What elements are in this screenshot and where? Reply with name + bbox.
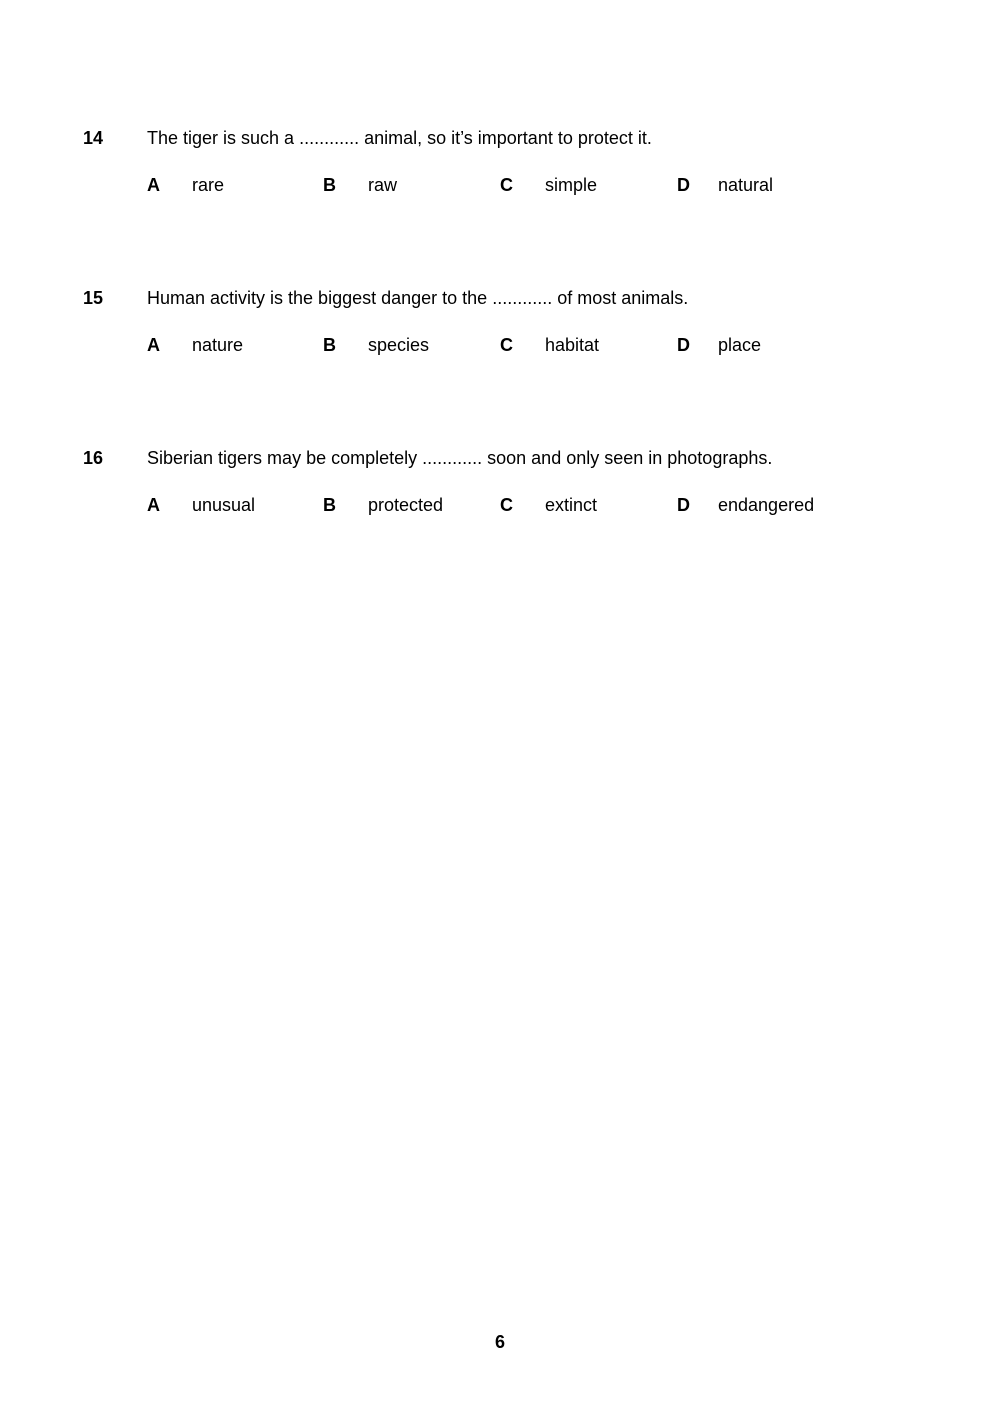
- question-number: 15: [83, 288, 104, 308]
- option-text: natural: [718, 175, 774, 195]
- option-letter: B: [323, 175, 336, 195]
- option-letter: A: [147, 495, 160, 515]
- option-text: extinct: [545, 495, 598, 515]
- question-stem: The tiger is such a ............ animal, so it’s important to protect it.: [147, 128, 652, 148]
- option-text: raw: [368, 175, 398, 195]
- page-number: 6: [494, 1332, 505, 1352]
- question-stem: Siberian tigers may be completely ............ soon and only seen in photographs.: [147, 448, 773, 468]
- option-text: simple: [545, 175, 598, 195]
- option-letter: D: [677, 175, 690, 195]
- question-number: 14: [83, 128, 104, 148]
- option-letter: C: [500, 335, 513, 355]
- question-stem: Human activity is the biggest danger to the ............ of most animals.: [147, 288, 689, 308]
- option-letter: C: [500, 495, 513, 515]
- option-letter: C: [500, 175, 513, 195]
- question-14: [0, 127, 1000, 227]
- option-letter: B: [323, 335, 336, 355]
- option-letter: D: [677, 495, 690, 515]
- option-letter: A: [147, 335, 160, 355]
- option-letter: D: [677, 335, 690, 355]
- option-text: habitat: [545, 335, 600, 355]
- option-text: rare: [192, 175, 225, 195]
- option-text: protected: [368, 495, 444, 515]
- option-text: nature: [192, 335, 244, 355]
- option-letter: B: [323, 495, 336, 515]
- option-text: species: [368, 335, 430, 355]
- option-letter: A: [147, 175, 160, 195]
- question-16: [0, 447, 1000, 547]
- option-text: place: [718, 335, 762, 355]
- option-text: unusual: [192, 495, 256, 515]
- question-15: [0, 287, 1000, 387]
- option-text: endangered: [718, 495, 815, 515]
- question-number: 16: [83, 448, 104, 468]
